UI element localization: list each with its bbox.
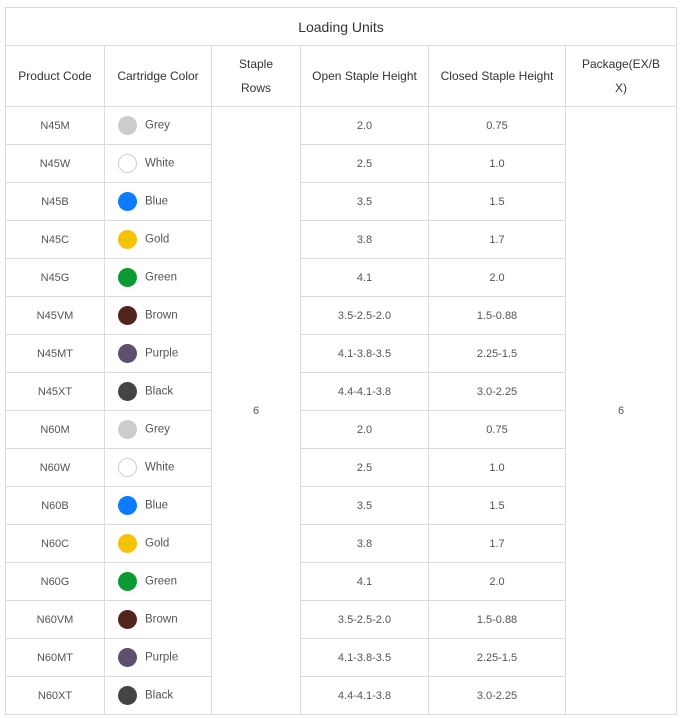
open-staple-height-cell: 3.5 <box>301 487 429 525</box>
staple-rows-cell: 6 <box>212 107 301 715</box>
loading-units-table <box>5 7 677 715</box>
color-swatch-icon <box>118 648 137 667</box>
color-name-label: Gold <box>145 233 170 246</box>
color-name-label: Blue <box>145 499 169 512</box>
open-staple-height-cell: 2.5 <box>301 449 429 487</box>
cartridge-color-cell <box>105 145 212 183</box>
color-name-label: White <box>145 157 175 170</box>
closed-staple-height-cell: 1.5 <box>429 183 566 221</box>
color-name-label: Grey <box>145 119 170 132</box>
color-swatch-icon <box>118 686 137 705</box>
color-name-label: Black <box>145 689 174 702</box>
color-swatch-icon <box>118 116 137 135</box>
color-swatch-icon <box>118 572 137 591</box>
product-code-cell: N45MT <box>6 335 105 373</box>
product-code-cell: N45M <box>6 107 105 145</box>
color-swatch-icon <box>118 496 137 515</box>
color-swatch-icon <box>118 534 137 553</box>
open-staple-height-cell: 4.4-4.1-3.8 <box>301 677 429 715</box>
closed-staple-height-cell: 2.25-1.5 <box>429 639 566 677</box>
color-swatch-icon <box>118 458 137 477</box>
closed-staple-height-cell: 0.75 <box>429 411 566 449</box>
closed-staple-height-cell: 2.25-1.5 <box>429 335 566 373</box>
color-swatch-icon <box>118 382 137 401</box>
closed-staple-height-cell: 1.5-0.88 <box>429 601 566 639</box>
cartridge-color-cell <box>105 107 212 145</box>
loading-units-table-wrapper <box>5 7 677 715</box>
color-name-label: Black <box>145 385 174 398</box>
product-code-cell: N45C <box>6 221 105 259</box>
closed-staple-height-cell: 1.5 <box>429 487 566 525</box>
color-name-label: Blue <box>145 195 169 208</box>
cartridge-color-cell <box>105 411 212 449</box>
open-staple-height-cell: 3.8 <box>301 221 429 259</box>
header-open-staple-height: Open Staple Height <box>301 46 429 107</box>
color-swatch-icon <box>118 192 137 211</box>
product-code-cell: N45VM <box>6 297 105 335</box>
color-name-label: Green <box>145 575 177 588</box>
color-name-label: Purple <box>145 651 179 664</box>
product-code-cell: N45W <box>6 145 105 183</box>
cartridge-color-cell <box>105 297 212 335</box>
product-code-cell: N60G <box>6 563 105 601</box>
closed-staple-height-cell: 1.7 <box>429 525 566 563</box>
product-code-cell: N60VM <box>6 601 105 639</box>
header-staple-rows: Staple Rows <box>212 46 301 107</box>
closed-staple-height-cell: 3.0-2.25 <box>429 373 566 411</box>
color-swatch-icon <box>118 420 137 439</box>
color-swatch-icon <box>118 230 137 249</box>
open-staple-height-cell: 4.1 <box>301 259 429 297</box>
header-package: Package(EX/BX) <box>566 46 677 107</box>
cartridge-color-cell <box>105 487 212 525</box>
cartridge-color-cell <box>105 335 212 373</box>
color-swatch-icon <box>118 154 137 173</box>
color-swatch-icon <box>118 344 137 363</box>
open-staple-height-cell: 2.5 <box>301 145 429 183</box>
product-code-cell: N45B <box>6 183 105 221</box>
product-code-cell: N60MT <box>6 639 105 677</box>
closed-staple-height-cell: 0.75 <box>429 107 566 145</box>
color-name-label: Grey <box>145 423 170 436</box>
cartridge-color-cell <box>105 525 212 563</box>
color-name-label: Brown <box>145 309 178 322</box>
open-staple-height-cell: 4.4-4.1-3.8 <box>301 373 429 411</box>
color-name-label: White <box>145 461 175 474</box>
color-swatch-icon <box>118 610 137 629</box>
open-staple-height-cell: 4.1-3.8-3.5 <box>301 639 429 677</box>
closed-staple-height-cell: 2.0 <box>429 259 566 297</box>
color-name-label: Brown <box>145 613 178 626</box>
cartridge-color-cell <box>105 677 212 715</box>
header-cartridge-color: Cartridge Color <box>105 46 212 107</box>
open-staple-height-cell: 4.1-3.8-3.5 <box>301 335 429 373</box>
cartridge-color-cell <box>105 639 212 677</box>
closed-staple-height-cell: 2.0 <box>429 563 566 601</box>
color-swatch-icon <box>118 268 137 287</box>
cartridge-color-cell <box>105 221 212 259</box>
product-code-cell: N60C <box>6 525 105 563</box>
table-row <box>6 107 677 145</box>
color-name-label: Green <box>145 271 177 284</box>
product-code-cell: N60XT <box>6 677 105 715</box>
closed-staple-height-cell: 1.5-0.88 <box>429 297 566 335</box>
open-staple-height-cell: 2.0 <box>301 107 429 145</box>
product-code-cell: N45G <box>6 259 105 297</box>
product-code-cell: N45XT <box>6 373 105 411</box>
table-title: Loading Units <box>6 8 677 46</box>
cartridge-color-cell <box>105 373 212 411</box>
color-name-label: Gold <box>145 537 170 550</box>
product-code-cell: N60M <box>6 411 105 449</box>
cartridge-color-cell <box>105 183 212 221</box>
open-staple-height-cell: 3.5-2.5-2.0 <box>301 297 429 335</box>
closed-staple-height-cell: 3.0-2.25 <box>429 677 566 715</box>
header-closed-staple-height: Closed Staple Height <box>429 46 566 107</box>
closed-staple-height-cell: 1.7 <box>429 221 566 259</box>
table-body <box>6 107 677 715</box>
open-staple-height-cell: 3.5 <box>301 183 429 221</box>
cartridge-color-cell <box>105 563 212 601</box>
color-swatch-icon <box>118 306 137 325</box>
closed-staple-height-cell: 1.0 <box>429 449 566 487</box>
product-code-cell: N60W <box>6 449 105 487</box>
cartridge-color-cell <box>105 449 212 487</box>
package-cell: 6 <box>566 107 677 715</box>
open-staple-height-cell: 4.1 <box>301 563 429 601</box>
open-staple-height-cell: 3.5-2.5-2.0 <box>301 601 429 639</box>
color-name-label: Purple <box>145 347 179 360</box>
cartridge-color-cell <box>105 601 212 639</box>
closed-staple-height-cell: 1.0 <box>429 145 566 183</box>
product-code-cell: N60B <box>6 487 105 525</box>
cartridge-color-cell <box>105 259 212 297</box>
open-staple-height-cell: 3.8 <box>301 525 429 563</box>
header-product-code: Product Code <box>6 46 105 107</box>
open-staple-height-cell: 2.0 <box>301 411 429 449</box>
